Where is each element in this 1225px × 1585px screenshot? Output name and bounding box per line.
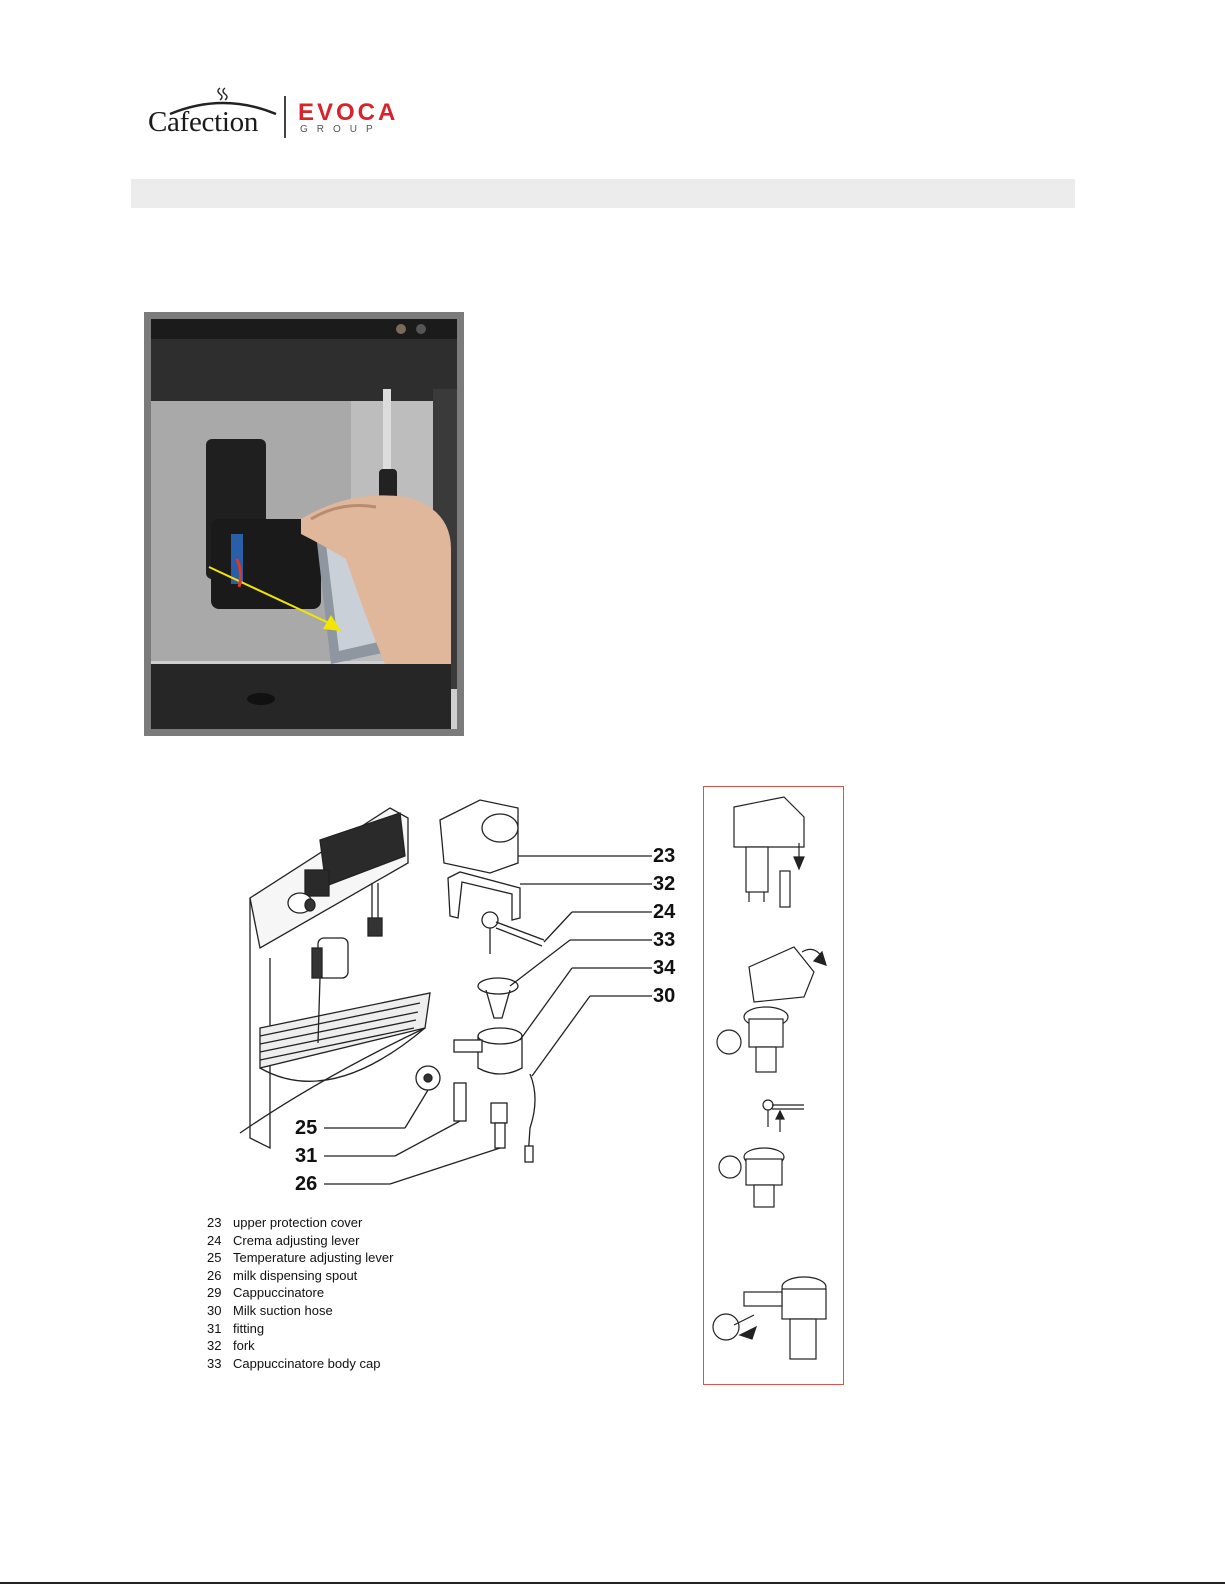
evoca-wordmark: EVOCA	[298, 99, 399, 126]
callout-30: 30	[653, 985, 676, 1007]
cafection-wordmark: Cafection	[148, 106, 259, 138]
step-1-illustration	[734, 797, 804, 907]
cappuccinatore-removal-photo	[144, 312, 464, 736]
legend-row: 23 upper protection cover	[207, 1215, 363, 1230]
group-wordmark: GROUP	[300, 124, 382, 135]
callout-24: 24	[653, 901, 676, 923]
step-3-illustration	[719, 1100, 804, 1207]
step-4-illustration	[713, 1277, 826, 1359]
section-header-band	[131, 179, 1075, 208]
legend-row: 29 Cappuccinatore	[207, 1285, 325, 1301]
callout-33: 33	[653, 929, 676, 951]
callout-23: 23	[653, 845, 676, 867]
legend-row: 32 fork	[207, 1338, 255, 1354]
company-logo	[148, 66, 408, 146]
disassembly-steps-panel	[703, 786, 844, 1385]
parts-legend	[207, 1214, 507, 1372]
callout-32: 32	[653, 873, 676, 895]
legend-row: 30 Milk suction hose	[207, 1302, 333, 1318]
callout-31: 31	[295, 1145, 318, 1167]
page-bottom-rule	[0, 1582, 1225, 1584]
callout-34: 34	[653, 957, 676, 979]
legend-row: 33 Cappuccinatore body cap	[207, 1355, 381, 1371]
callout-25: 25	[295, 1117, 318, 1139]
legend-row: 26 milk dispensing spout	[207, 1267, 358, 1283]
legend-row: 25 Temperature adjusting lever	[207, 1250, 394, 1266]
logo-divider	[284, 96, 286, 138]
legend-row: 31 fitting	[207, 1320, 265, 1336]
step-2-illustration	[717, 947, 826, 1072]
legend-row: 24 Crema adjusting lever	[207, 1232, 360, 1248]
callout-26: 26	[295, 1173, 318, 1195]
exploded-parts-diagram	[200, 778, 700, 1208]
